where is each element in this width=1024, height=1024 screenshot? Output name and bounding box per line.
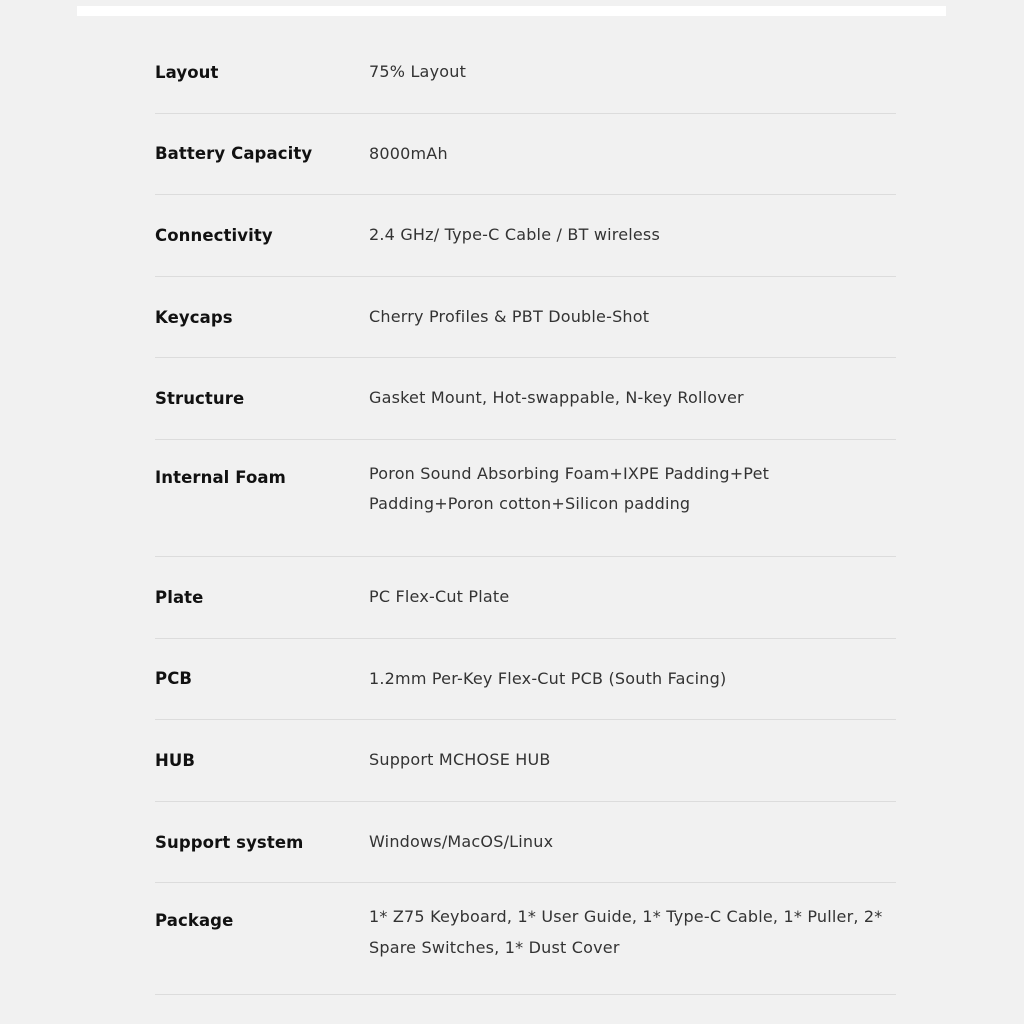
spec-table bbox=[155, 32, 896, 995]
spec-value: Windows/MacOS/Linux bbox=[369, 831, 554, 851]
spec-row-keycaps bbox=[155, 277, 896, 359]
spec-row-plate bbox=[155, 557, 896, 639]
spec-label: Keycaps bbox=[155, 307, 233, 327]
spec-label: Structure bbox=[155, 389, 245, 409]
spec-row-layout bbox=[155, 32, 896, 114]
spec-row-hub bbox=[155, 720, 896, 802]
spec-value-line: 1* Z75 Keyboard, 1* User Guide, 1* Type-C Cable, 1* Puller, 2* bbox=[369, 907, 883, 927]
spec-label: PCB bbox=[155, 669, 193, 689]
spec-row-pcb bbox=[155, 639, 896, 721]
spec-value-line: Spare Switches, 1* Dust Cover bbox=[369, 937, 620, 957]
spec-row-connectivity bbox=[155, 195, 896, 277]
spec-label: Plate bbox=[155, 587, 204, 607]
spec-row-internal-foam bbox=[155, 440, 896, 557]
spec-label: Layout bbox=[155, 62, 219, 82]
spec-row-package bbox=[155, 883, 896, 995]
spec-label: Battery Capacity bbox=[155, 144, 313, 164]
top-white-strip bbox=[77, 6, 946, 16]
spec-label: Support system bbox=[155, 832, 304, 852]
spec-value: 75% Layout bbox=[369, 62, 467, 82]
spec-label: HUB bbox=[155, 750, 196, 770]
spec-value: 2.4 GHz/ Type-C Cable / BT wireless bbox=[369, 225, 660, 245]
spec-value-line: Poron Sound Absorbing Foam+IXPE Padding+Pet bbox=[369, 463, 770, 483]
spec-value: 8000mAh bbox=[369, 143, 448, 163]
spec-row-structure bbox=[155, 358, 896, 440]
spec-value: Gasket Mount, Hot-swappable, N-key Rollover bbox=[369, 388, 744, 408]
spec-value bbox=[369, 883, 896, 963]
spec-label: Internal Foam bbox=[155, 467, 286, 487]
spec-value: PC Flex-Cut Plate bbox=[369, 587, 510, 607]
spec-row-battery-capacity bbox=[155, 114, 896, 196]
spec-value: 1.2mm Per-Key Flex-Cut PCB (South Facing) bbox=[369, 668, 727, 688]
spec-row-support-system bbox=[155, 802, 896, 884]
spec-value bbox=[369, 440, 896, 520]
spec-value-line: Padding+Poron cotton+Silicon padding bbox=[369, 494, 691, 514]
spec-label: Connectivity bbox=[155, 225, 273, 245]
spec-value: Cherry Profiles & PBT Double-Shot bbox=[369, 306, 650, 326]
spec-label: Package bbox=[155, 911, 234, 931]
spec-value: Support MCHOSE HUB bbox=[369, 750, 551, 770]
